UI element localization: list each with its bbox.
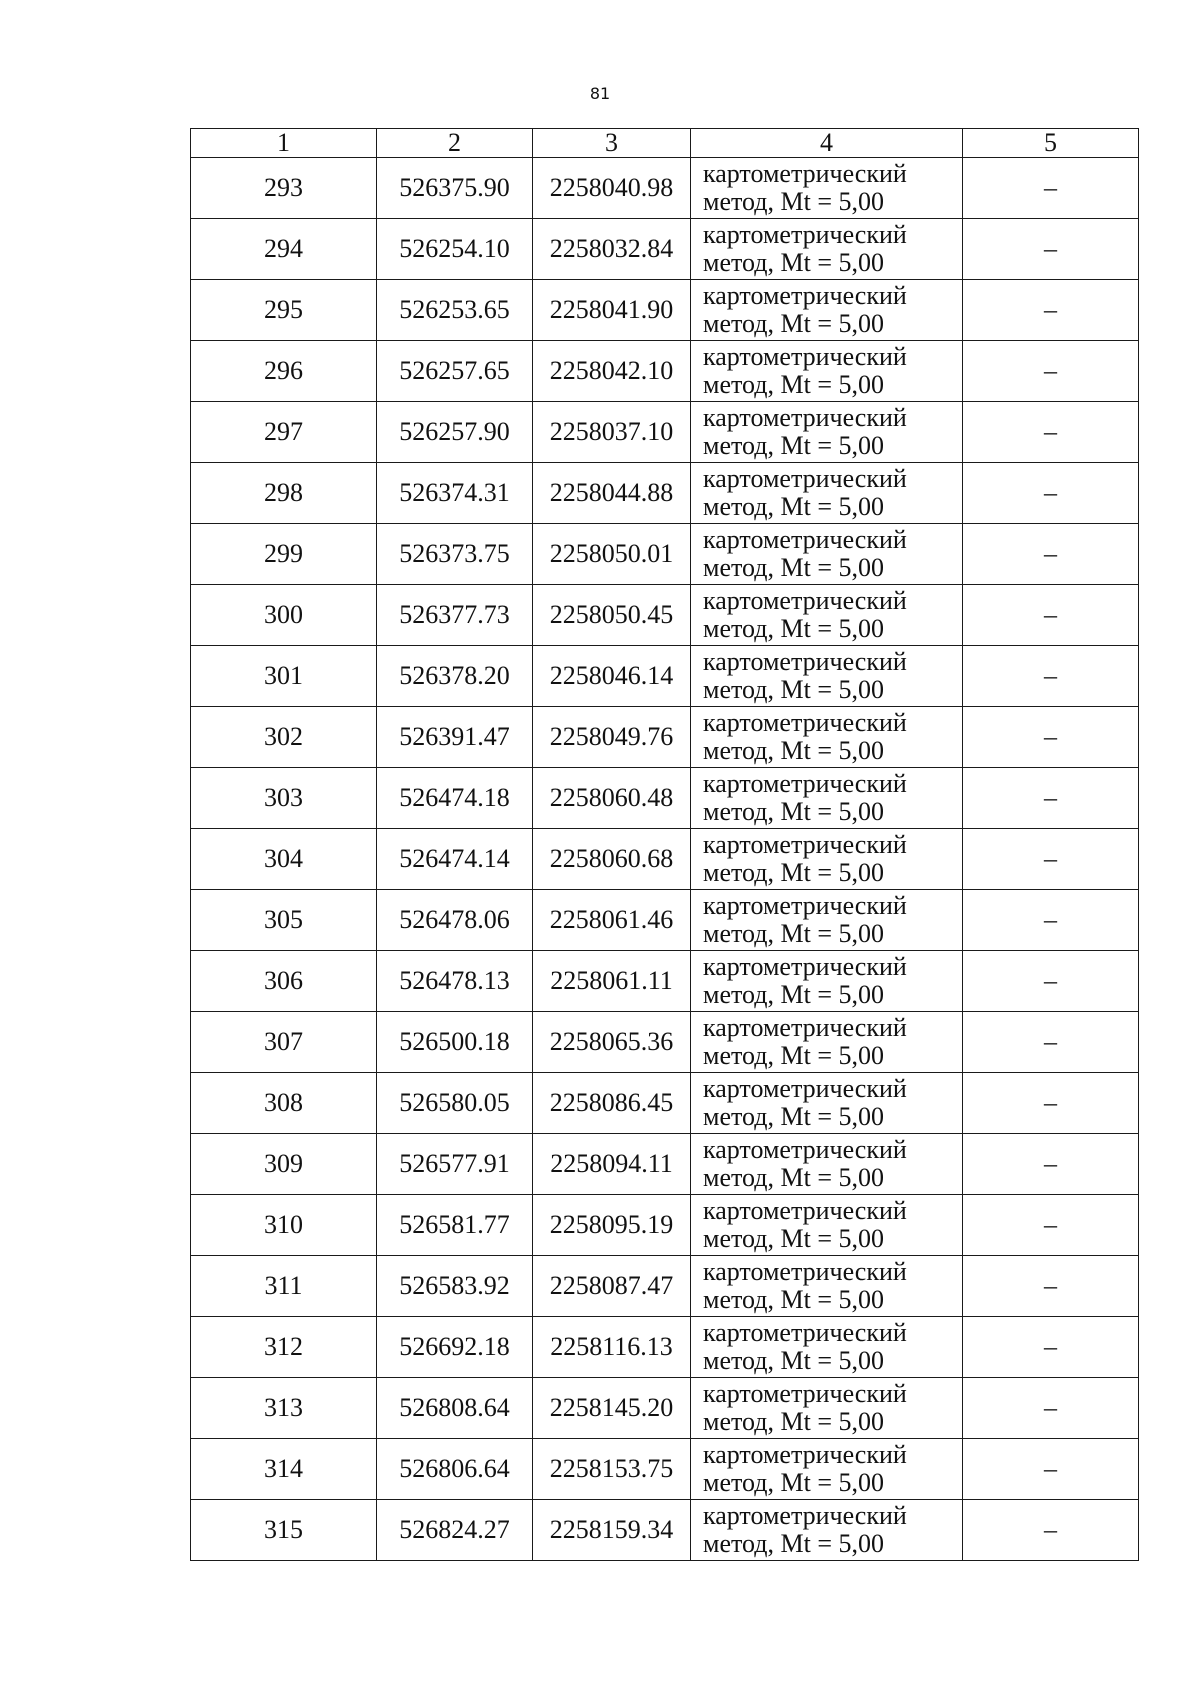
page-number: 81 [589,84,611,103]
x-coordinate-cell: 526373.75 [377,524,533,585]
y-coordinate-cell: 2258044.88 [533,463,691,524]
method-text-line1: картометрический [703,464,907,493]
y-coordinate-cell: 2258095.19 [533,1195,691,1256]
header-col-3: 3 [533,129,691,158]
y-coordinate-cell: 2258050.01 [533,524,691,585]
note-cell: – [963,341,1139,402]
method-cell [691,463,963,524]
x-coordinate-cell: 526808.64 [377,1378,533,1439]
method-cell [691,219,963,280]
x-coordinate-cell: 526253.65 [377,280,533,341]
note-cell: – [963,707,1139,768]
note-cell: – [963,1256,1139,1317]
table-row [191,341,1139,402]
y-coordinate-cell: 2258116.13 [533,1317,691,1378]
x-coordinate-cell: 526254.10 [377,219,533,280]
note-cell: – [963,829,1139,890]
point-number-cell: 315 [191,1500,377,1561]
point-number-cell: 302 [191,707,377,768]
method-text-line2: метод, Mt = 5,00 [703,370,884,399]
point-number-cell: 309 [191,1134,377,1195]
point-number-cell: 310 [191,1195,377,1256]
note-cell: – [963,463,1139,524]
method-text-line2: метод, Mt = 5,00 [703,553,884,582]
y-coordinate-cell: 2258032.84 [533,219,691,280]
method-text-line1: картометрический [703,220,907,249]
table-row [191,646,1139,707]
x-coordinate-cell: 526806.64 [377,1439,533,1500]
y-coordinate-cell: 2258050.45 [533,585,691,646]
method-cell [691,402,963,463]
table-row [191,951,1139,1012]
method-text-line1: картометрический [703,830,907,859]
table-row [191,829,1139,890]
method-text-line2: метод, Mt = 5,00 [703,1224,884,1253]
y-coordinate-cell: 2258049.76 [533,707,691,768]
method-cell [691,646,963,707]
method-text-line2: метод, Mt = 5,00 [703,1102,884,1131]
note-cell: – [963,890,1139,951]
table-row [191,1134,1139,1195]
method-text-line2: метод, Mt = 5,00 [703,858,884,887]
method-text-line1: картометрический [703,952,907,981]
header-col-1: 1 [191,129,377,158]
method-text-line2: метод, Mt = 5,00 [703,431,884,460]
method-text-line1: картометрический [703,1379,907,1408]
y-coordinate-cell: 2258060.48 [533,768,691,829]
y-coordinate-cell: 2258037.10 [533,402,691,463]
table-row [191,1500,1139,1561]
note-cell: – [963,1134,1139,1195]
note-cell: – [963,280,1139,341]
method-cell [691,1195,963,1256]
note-cell: – [963,1073,1139,1134]
note-cell: – [963,1439,1139,1500]
point-number-cell: 296 [191,341,377,402]
point-number-cell: 308 [191,1073,377,1134]
table-row [191,463,1139,524]
method-text-line1: картометрический [703,159,907,188]
table-row [191,158,1139,219]
point-number-cell: 297 [191,402,377,463]
method-text-line1: картометрический [703,1013,907,1042]
x-coordinate-cell: 526583.92 [377,1256,533,1317]
table-row [191,1317,1139,1378]
note-cell: – [963,158,1139,219]
table-row [191,524,1139,585]
header-col-4: 4 [691,129,963,158]
method-text-line2: метод, Mt = 5,00 [703,736,884,765]
method-text-line2: метод, Mt = 5,00 [703,1529,884,1558]
x-coordinate-cell: 526374.31 [377,463,533,524]
note-cell: – [963,1500,1139,1561]
point-number-cell: 313 [191,1378,377,1439]
point-number-cell: 300 [191,585,377,646]
y-coordinate-cell: 2258061.11 [533,951,691,1012]
x-coordinate-cell: 526824.27 [377,1500,533,1561]
method-text-line2: метод, Mt = 5,00 [703,1346,884,1375]
method-cell [691,890,963,951]
note-cell: – [963,1378,1139,1439]
point-number-cell: 311 [191,1256,377,1317]
x-coordinate-cell: 526478.13 [377,951,533,1012]
method-cell [691,524,963,585]
x-coordinate-cell: 526580.05 [377,1073,533,1134]
table-row [191,1256,1139,1317]
note-cell: – [963,768,1139,829]
method-cell [691,1256,963,1317]
method-text-line1: картометрический [703,891,907,920]
y-coordinate-cell: 2258094.11 [533,1134,691,1195]
x-coordinate-cell: 526257.65 [377,341,533,402]
method-text-line1: картометрический [703,1501,907,1530]
table-body [191,158,1139,1561]
note-cell: – [963,951,1139,1012]
method-text-line2: метод, Mt = 5,00 [703,675,884,704]
x-coordinate-cell: 526377.73 [377,585,533,646]
x-coordinate-cell: 526577.91 [377,1134,533,1195]
method-text-line1: картометрический [703,1135,907,1164]
method-text-line1: картометрический [703,1318,907,1347]
header-col-2: 2 [377,129,533,158]
x-coordinate-cell: 526581.77 [377,1195,533,1256]
method-cell [691,585,963,646]
method-text-line1: картометрический [703,1257,907,1286]
method-text-line1: картометрический [703,403,907,432]
method-cell [691,707,963,768]
table-row [191,890,1139,951]
x-coordinate-cell: 526378.20 [377,646,533,707]
method-cell [691,951,963,1012]
method-text-line2: метод, Mt = 5,00 [703,248,884,277]
x-coordinate-cell: 526391.47 [377,707,533,768]
y-coordinate-cell: 2258041.90 [533,280,691,341]
method-cell [691,1317,963,1378]
y-coordinate-cell: 2258040.98 [533,158,691,219]
table-row [191,1439,1139,1500]
method-text-line1: картометрический [703,1074,907,1103]
method-text-line2: метод, Mt = 5,00 [703,1468,884,1497]
point-number-cell: 314 [191,1439,377,1500]
point-number-cell: 293 [191,158,377,219]
note-cell: – [963,219,1139,280]
point-number-cell: 298 [191,463,377,524]
method-text-line2: метод, Mt = 5,00 [703,1285,884,1314]
method-cell [691,158,963,219]
point-number-cell: 306 [191,951,377,1012]
table-row [191,402,1139,463]
method-text-line2: метод, Mt = 5,00 [703,980,884,1009]
note-cell: – [963,646,1139,707]
note-cell: – [963,585,1139,646]
point-number-cell: 303 [191,768,377,829]
method-text-line2: метод, Mt = 5,00 [703,919,884,948]
y-coordinate-cell: 2258086.45 [533,1073,691,1134]
table-row [191,280,1139,341]
x-coordinate-cell: 526692.18 [377,1317,533,1378]
method-text-line1: картометрический [703,1196,907,1225]
y-coordinate-cell: 2258042.10 [533,341,691,402]
y-coordinate-cell: 2258065.36 [533,1012,691,1073]
method-text-line2: метод, Mt = 5,00 [703,1163,884,1192]
method-cell [691,341,963,402]
method-cell [691,280,963,341]
table-row [191,1012,1139,1073]
note-cell: – [963,1195,1139,1256]
point-number-cell: 304 [191,829,377,890]
y-coordinate-cell: 2258145.20 [533,1378,691,1439]
method-text-line2: метод, Mt = 5,00 [703,309,884,338]
x-coordinate-cell: 526375.90 [377,158,533,219]
note-cell: – [963,402,1139,463]
method-text-line2: метод, Mt = 5,00 [703,1041,884,1070]
method-cell [691,768,963,829]
table-header [191,129,1139,158]
method-cell [691,1378,963,1439]
table-row [191,768,1139,829]
method-cell [691,829,963,890]
method-text-line1: картометрический [703,647,907,676]
method-text-line1: картометрический [703,1440,907,1469]
note-cell: – [963,1317,1139,1378]
method-text-line2: метод, Mt = 5,00 [703,614,884,643]
coordinates-table [190,128,1139,1561]
header-col-5: 5 [963,129,1139,158]
y-coordinate-cell: 2258061.46 [533,890,691,951]
method-cell [691,1500,963,1561]
point-number-cell: 305 [191,890,377,951]
y-coordinate-cell: 2258153.75 [533,1439,691,1500]
table-row [191,585,1139,646]
y-coordinate-cell: 2258087.47 [533,1256,691,1317]
point-number-cell: 312 [191,1317,377,1378]
table-row [191,707,1139,768]
table-row [191,1073,1139,1134]
x-coordinate-cell: 526474.14 [377,829,533,890]
method-cell [691,1012,963,1073]
point-number-cell: 299 [191,524,377,585]
method-text-line1: картометрический [703,281,907,310]
method-text-line2: метод, Mt = 5,00 [703,797,884,826]
method-cell [691,1134,963,1195]
point-number-cell: 307 [191,1012,377,1073]
method-text-line1: картометрический [703,525,907,554]
method-text-line1: картометрический [703,769,907,798]
method-text-line2: метод, Mt = 5,00 [703,187,884,216]
y-coordinate-cell: 2258046.14 [533,646,691,707]
method-cell [691,1073,963,1134]
note-cell: – [963,524,1139,585]
x-coordinate-cell: 526478.06 [377,890,533,951]
method-cell [691,1439,963,1500]
point-number-cell: 295 [191,280,377,341]
method-text-line2: метод, Mt = 5,00 [703,1407,884,1436]
header-row [191,129,1139,158]
method-text-line1: картометрический [703,708,907,737]
method-text-line1: картометрический [703,342,907,371]
point-number-cell: 301 [191,646,377,707]
x-coordinate-cell: 526500.18 [377,1012,533,1073]
x-coordinate-cell: 526257.90 [377,402,533,463]
table-row [191,1378,1139,1439]
table-row [191,219,1139,280]
y-coordinate-cell: 2258159.34 [533,1500,691,1561]
table-row [191,1195,1139,1256]
method-text-line2: метод, Mt = 5,00 [703,492,884,521]
x-coordinate-cell: 526474.18 [377,768,533,829]
method-text-line1: картометрический [703,586,907,615]
y-coordinate-cell: 2258060.68 [533,829,691,890]
point-number-cell: 294 [191,219,377,280]
note-cell: – [963,1012,1139,1073]
